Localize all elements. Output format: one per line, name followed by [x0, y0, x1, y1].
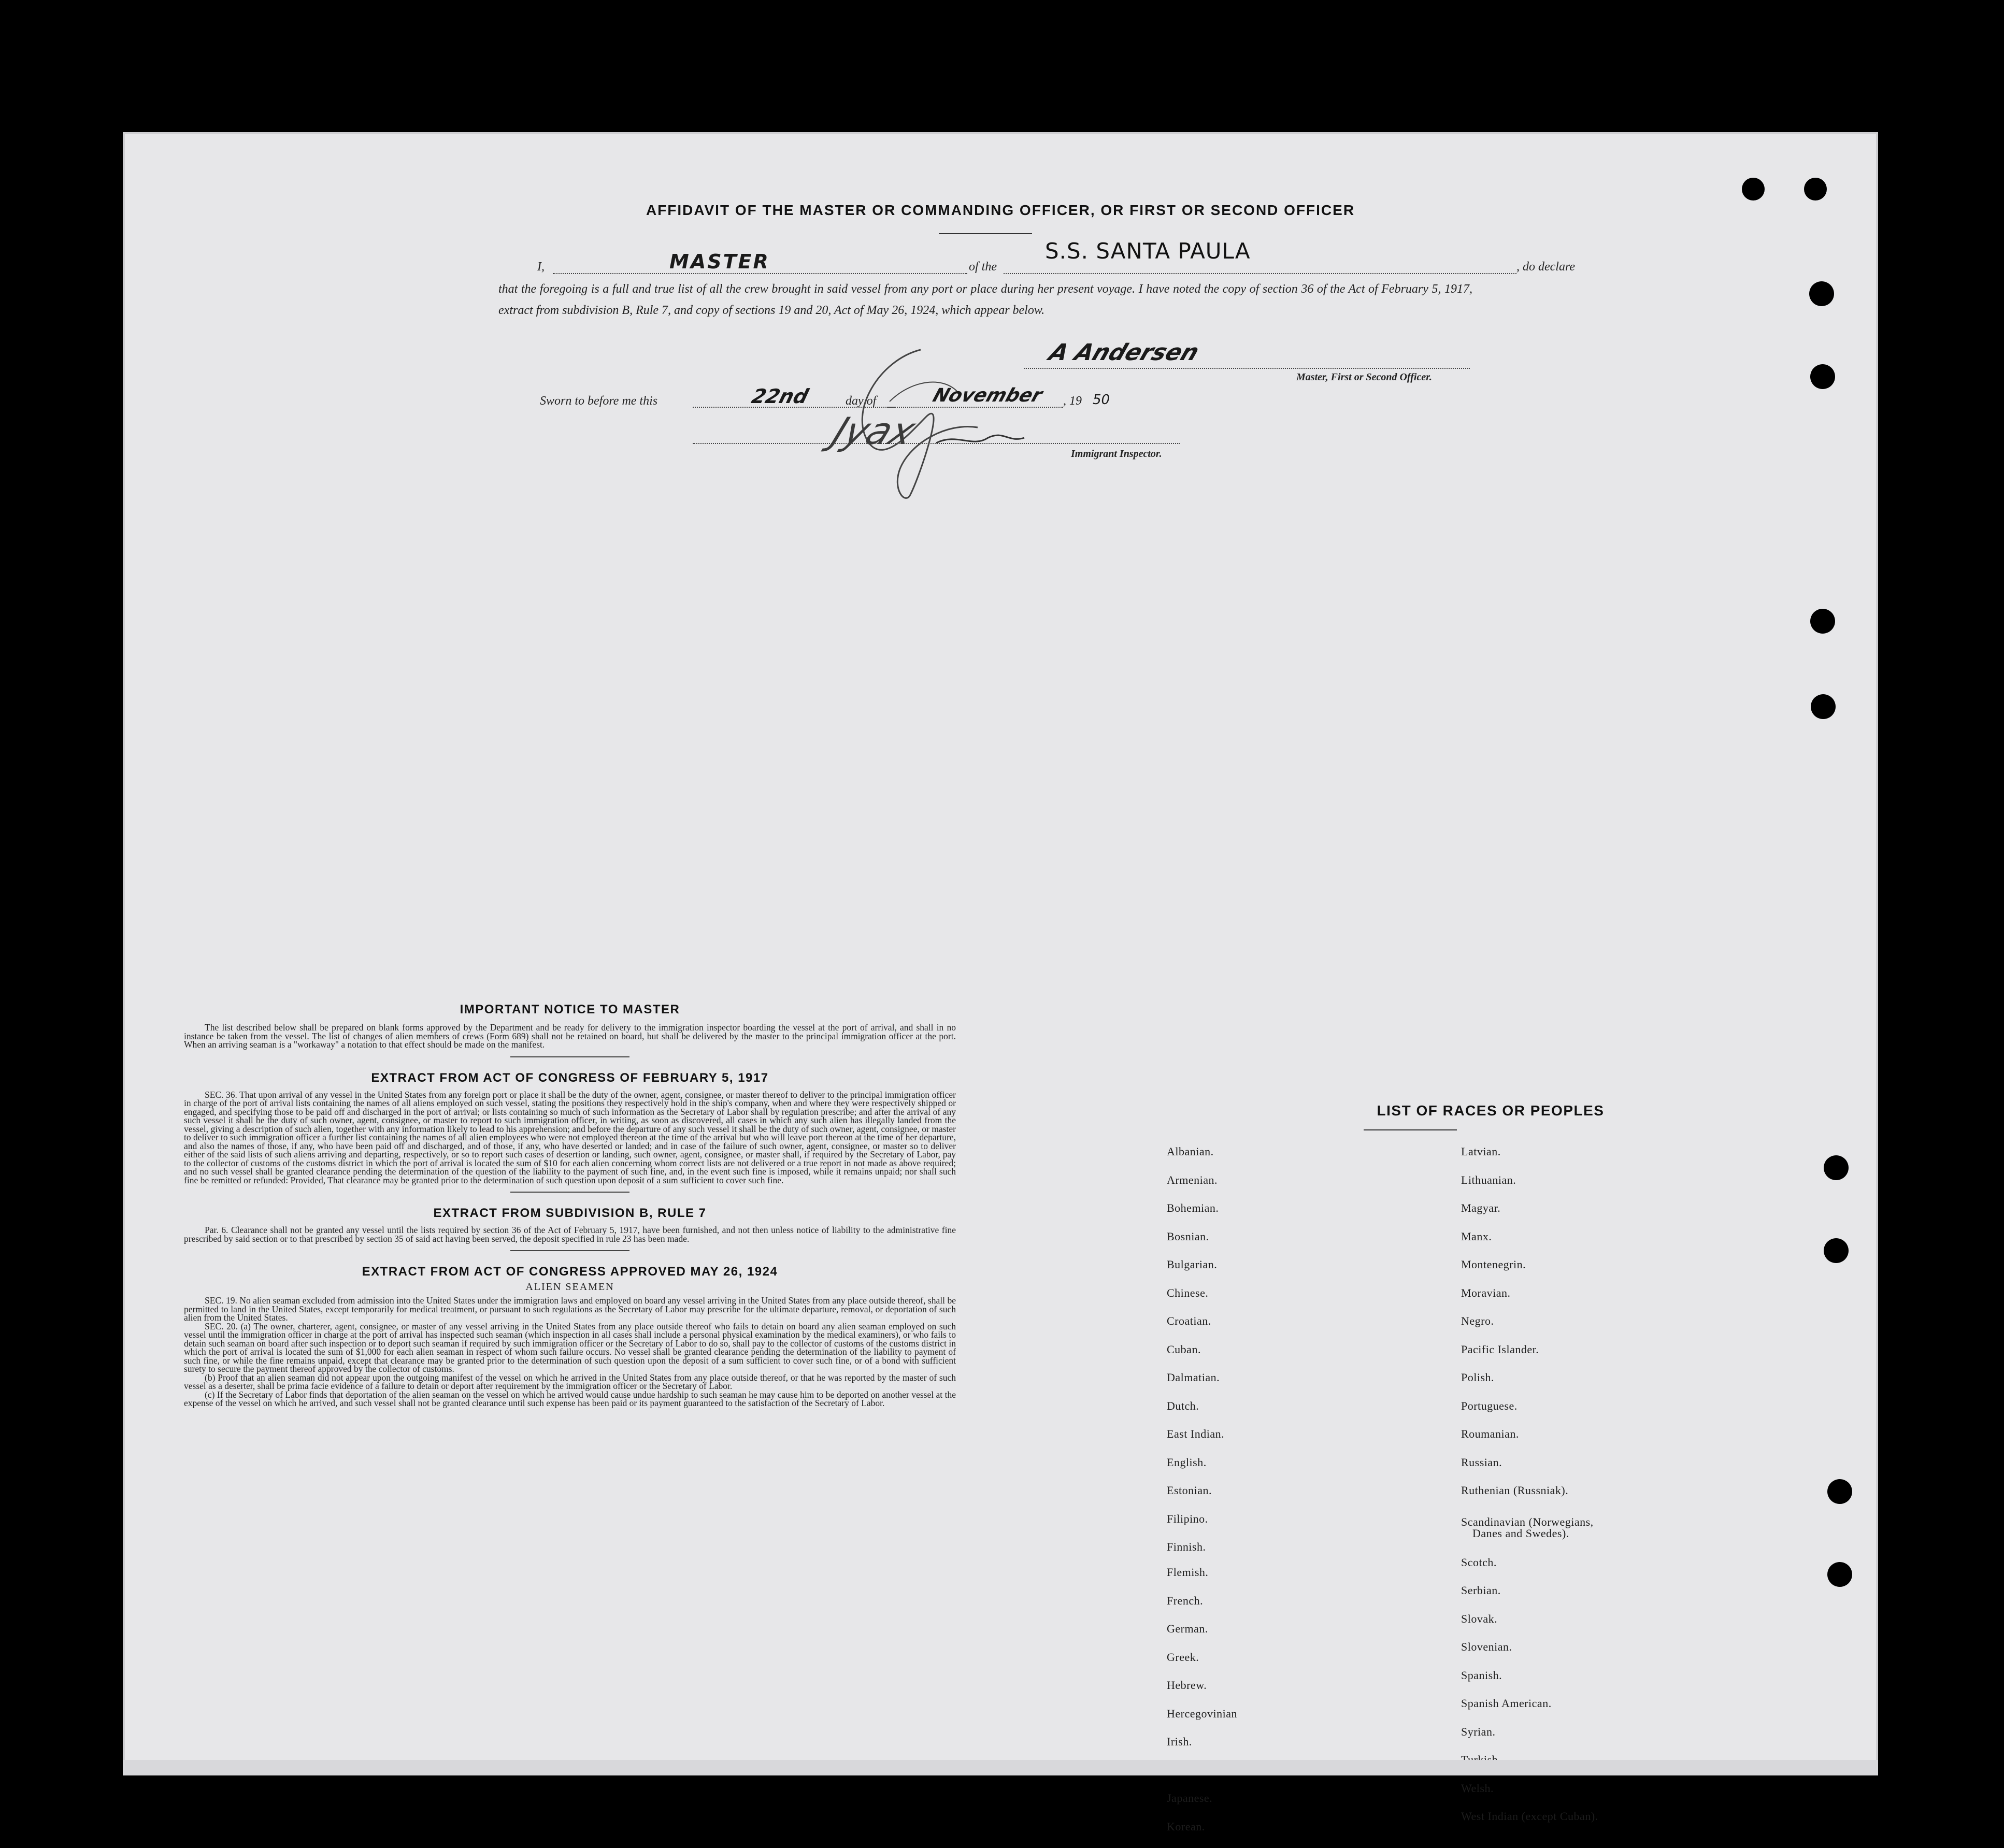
race-item: Croatian. — [1167, 1314, 1457, 1343]
race-item: Scotch. — [1461, 1556, 1751, 1584]
race-item: Negro. — [1461, 1314, 1751, 1343]
officer-title-handwritten: MASTER — [669, 250, 770, 273]
race-item: Bosnian. — [1167, 1230, 1457, 1258]
extract-1924-sec20a: SEC. 20. (a) The owner, charterer, agent, consignee, or master of any vessel arriving in the United States from any place outside thereof who fails to detain on board any alien seaman employed on such vessel until the immigration officer in charge at the port of arrival has inspected such seaman (which inspection in all cases shall include a personal physical examination by the medical examiners), or who fails to detain such seaman on board after such inspection or to deport such seaman if required by such immigration officer or the Secretary of Labor to do so, shall pay to the collector of customs of the customs district in which the port of arrival is located the sum of $1,000 for each alien seaman in respect of whom such failure occurs. No vessel shall be granted clearance pending the determination of the liability to payment of such fine, or while the fine remains unpaid, except that clearance may be granted prior to the determination of such question upon the deposit of a sum sufficient to cover such fine, or of a bond with sufficient surety to secure the payment thereof approved by the collector of customs. — [184, 1322, 956, 1373]
page-bottom-edge — [123, 1760, 1878, 1775]
extract-1917-body: SEC. 36. That upon arrival of any vessel in the United States from any foreign port or place it shall be the duty of the owner, agent, consignee, or master thereof to deliver to the principal immigration officer in charge of the port of arrival lists containing the names of all aliens employed on such vessel, stating the positions they respectively hold in the ship's company, when and where they were respectively shipped or engaged, and specifying those to be paid off and discharged in the port of arrival; or lists containing so much of such information as the Secretary of Labor shall by regulation prescribe; and after the arrival of any such vessel it shall be the duty of such owner, agent, consignee, or master to report to such immigration officer, in writing, as soon as discovered, all cases in which any such alien has illegally landed from the vessel, giving a description of such alien, together with any information likely to lead to his apprehension; and before the departure of any such vessel it shall be the duty of such owner, agent, consignee, or master to deliver to such immigration officer a further list containing the names of all alien employees who were not employed thereon at the time of the arrival but who will leave port thereon at the time of her departure, and also the names of those, if any, who have been paid off and discharged, and of those, if any, who have deserted or landed; and in case of the failure of such owner, agent, consignee, or master so to deliver either of the said lists of such aliens arriving and departing, respectively, or so to report such cases of desertion or landing, such owner, agent, consignee, or master shall, if required by the Secretary of Labor, pay to the collector of customs of the customs district in which the port of arrival is located the sum of $10 for each alien concerning whom correct lists are not delivered or a true report in not made as above required; and no such vessel shall be granted clearance pending the determination of the question of the liability to the payment of such fine, and, in the event such fine is imposed, while it remains unpaid; nor shall such fine be remitted or refunded: Provided, That clearance may be granted prior to the determination of such question upon deposit of a sum sufficient to cover such fine. — [184, 1091, 956, 1185]
race-item: Latvian. — [1461, 1145, 1751, 1173]
races-right-column — [1461, 1145, 1751, 1838]
race-item: Portuguese. — [1461, 1399, 1751, 1428]
race-item: Russian. — [1461, 1456, 1751, 1484]
affidavit-title: AFFIDAVIT OF THE MASTER OR COMMANDING OFFICER, OR FIRST OR SECOND OFFICER — [123, 202, 1878, 219]
race-item: Greek. — [1167, 1651, 1457, 1679]
race-item: Magyar. — [1461, 1201, 1751, 1230]
section-rule — [510, 1056, 629, 1057]
extract-rule7-body: Par. 6. Clearance shall not be granted any vessel until the lists required by section 36 of the Act of February 5, 1917, have been furnished, and not then unless notice of liability to the administrative fine prescribed by said section or to that prescribed by section 35 of said act having been served, the deposit specified in rule 23 has been made. — [184, 1226, 956, 1243]
master-caption: Master, First or Second Officer. — [1296, 371, 1432, 383]
race-item: Japanese. — [1167, 1792, 1457, 1820]
punch-hole — [1809, 281, 1834, 306]
inspector-signature: Jyax — [826, 409, 922, 453]
day-of-label: day of — [846, 394, 876, 408]
extract-1924-title: EXTRACT FROM ACT OF CONGRESS APPROVED MAY 26, 1924 — [184, 1265, 956, 1279]
punch-hole — [1827, 1479, 1852, 1504]
extract-1924-sec20b: (b) Proof that an alien seaman did not appear upon the outgoing manifest of the vessel on which he arrived in the United States from any place outside thereof, or that he was reported by the master of such vessel as a deserter, shall be prima facie evidence of a failure to detain or deport after requirement by the immigration officer or the Secretary of Labor. — [184, 1373, 956, 1391]
race-item: Serbian. — [1461, 1584, 1751, 1612]
race-item: Manx. — [1461, 1230, 1751, 1258]
race-item: West Indian (except Cuban). — [1461, 1810, 1751, 1838]
extract-1924-sec19: SEC. 19. No alien seaman excluded from admission into the United States under the immigration laws and employed on board any vessel arriving in the United States from any place outside thereof, shall be permitted to land in the United States, except temporarily for medical treatment, or pursuant to such regulations as the Secretary of Labor may prescribe for the ultimate departure, removal, or deportation of such alien from the United States. — [184, 1296, 956, 1322]
race-item: Dalmatian. — [1167, 1371, 1457, 1399]
race-item: Flemish. — [1167, 1566, 1457, 1594]
race-item: Lithuanian. — [1461, 1173, 1751, 1202]
punch-hole — [1742, 178, 1765, 200]
race-item: Bulgarian. — [1167, 1258, 1457, 1286]
race-item: Spanish. — [1461, 1669, 1751, 1697]
punch-hole — [1827, 1562, 1852, 1587]
master-signature: A Andersen — [1046, 339, 1203, 366]
race-item: Spanish American. — [1461, 1697, 1751, 1725]
race-item: Hebrew. — [1167, 1679, 1457, 1707]
title-rule — [939, 233, 1032, 234]
extract-1924-subtitle: ALIEN SEAMEN — [184, 1281, 956, 1293]
legal-notices — [184, 1002, 956, 1408]
sworn-month: November — [930, 385, 1045, 406]
year-suffix: 50 — [1093, 392, 1110, 408]
inspector-signature-flourish — [791, 339, 1061, 505]
races-title-rule — [1364, 1129, 1457, 1130]
extract-rule7-title: EXTRACT FROM SUBDIVISION B, RULE 7 — [184, 1206, 956, 1221]
race-item: Irish. — [1167, 1735, 1457, 1764]
race-item: Cuban. — [1167, 1343, 1457, 1371]
race-item-multiline — [1461, 1512, 1751, 1556]
punch-hole — [1811, 694, 1836, 719]
races-title: LIST OF RACES OR PEOPLES — [1244, 1102, 1737, 1119]
race-item: Hercegovinian — [1167, 1707, 1457, 1736]
race-item: Montenegrin. — [1461, 1258, 1751, 1286]
race-item: Slovenian. — [1461, 1640, 1751, 1669]
race-item: Chinese. — [1167, 1286, 1457, 1315]
sworn-label: Sworn to before me this — [540, 394, 657, 408]
punch-hole — [1824, 1238, 1849, 1263]
do-declare-label: , do declare — [1516, 260, 1575, 274]
vessel-name: S.S. SANTA PAULA — [1045, 238, 1251, 264]
race-item: Roumanian. — [1461, 1427, 1751, 1456]
race-item: Slovak. — [1461, 1612, 1751, 1641]
affidavit-body: that the foregoing is a full and true list of all the crew brought in said vessel from any port or place during her present voyage. I have noted the copy of section 36 of the Act of February 5, 1917, extract from subdivision B, Rule 7, and copy of sections 19 and 20, Act of May 26, 1924, which appear below. — [498, 279, 1472, 321]
officer-title-line — [553, 273, 967, 274]
sworn-day: 22nd — [749, 385, 811, 408]
race-item: East Indian. — [1167, 1427, 1457, 1456]
race-item: English. — [1167, 1456, 1457, 1484]
section-rule — [510, 1250, 629, 1251]
inspector-caption: Immigrant Inspector. — [1071, 448, 1162, 460]
race-item: French. — [1167, 1594, 1457, 1623]
race-item: Dutch. — [1167, 1399, 1457, 1428]
extract-1924-sec20c: (c) If the Secretary of Labor finds that deportation of the alien seaman on the vessel on which he arrived would cause undue hardship to such seaman he may cause him to be deported on another vessel at the expense of the vessel on which he arrived, and such vessel shall not be granted clearance until such expense has been paid or its payment guaranteed to the satisfaction of the Secretary of Labor. — [184, 1391, 956, 1408]
punch-hole — [1804, 178, 1827, 200]
race-item: Welsh. — [1461, 1782, 1751, 1810]
race-item: Moravian. — [1461, 1286, 1751, 1315]
punch-hole — [1824, 1155, 1849, 1180]
race-item: German. — [1167, 1622, 1457, 1651]
race-item: Korean. — [1167, 1820, 1457, 1848]
race-item: Filipino. — [1167, 1512, 1457, 1541]
race-item: Armenian. — [1167, 1173, 1457, 1202]
of-the-label: of the — [969, 260, 997, 274]
race-item: Estonian. — [1167, 1484, 1457, 1512]
notice-body: The list described below shall be prepared on blank forms approved by the Department and be ready for delivery to the immigration inspector boarding the vessel at the port of arrival, and shall in no instance be taken from the vessel. The list of changes of alien members of crews (Form 689) shall not be retained on board, but shall be delivered by the master to the principal immigration officer at the port. When an arriving seaman is a "workaway" a notation to that effect should be made on the manifest. — [184, 1023, 956, 1049]
vessel-line — [1004, 273, 1516, 274]
race-item: Polish. — [1461, 1371, 1751, 1399]
i-label: I, — [537, 260, 545, 274]
punch-hole — [1810, 609, 1835, 634]
section-rule — [510, 1192, 629, 1193]
race-item: Finnish. — [1167, 1540, 1457, 1566]
notice-title: IMPORTANT NOTICE TO MASTER — [184, 1002, 956, 1017]
master-signature-line — [1024, 368, 1470, 369]
race-item-line: Scandinavian (Norwegians, — [1461, 1516, 1751, 1528]
race-item: Ruthenian (Russniak). — [1461, 1484, 1751, 1512]
year-prefix: , 19 — [1063, 394, 1082, 408]
race-item: Albanian. — [1167, 1145, 1457, 1173]
document-page — [123, 132, 1878, 1775]
race-item-line: Danes and Swedes). — [1461, 1528, 1751, 1539]
race-item: Syrian. — [1461, 1725, 1751, 1754]
races-left-column — [1167, 1145, 1457, 1848]
extract-1917-title: EXTRACT FROM ACT OF CONGRESS OF FEBRUARY 5, 1917 — [184, 1071, 956, 1085]
race-item: Bohemian. — [1167, 1201, 1457, 1230]
race-item: Pacific Islander. — [1461, 1343, 1751, 1371]
punch-hole — [1810, 364, 1835, 389]
